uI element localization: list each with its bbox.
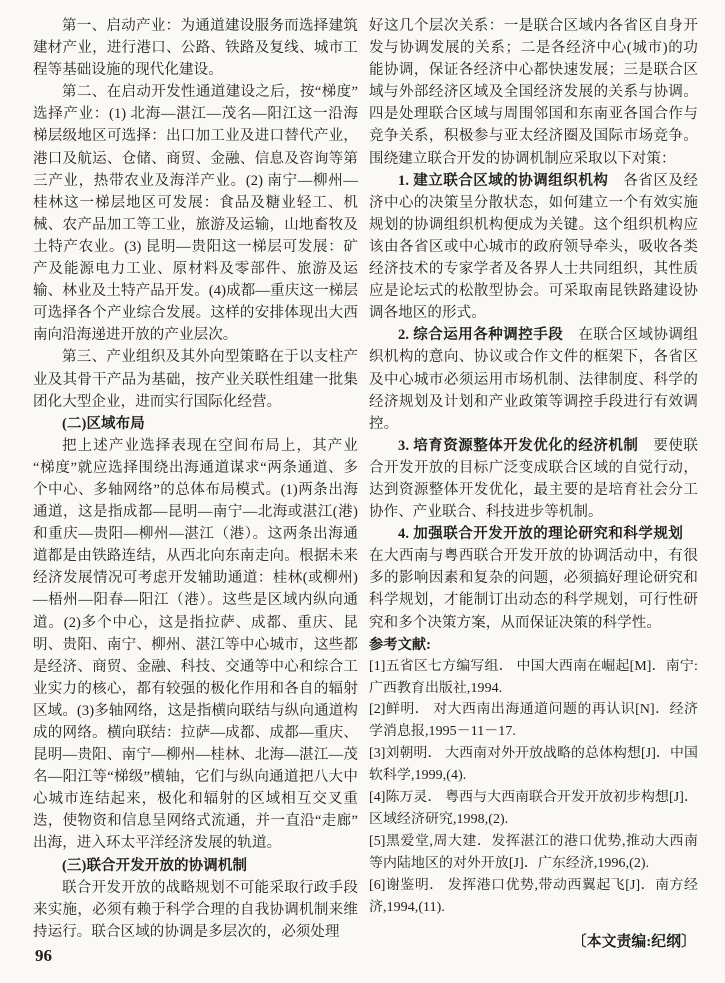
left-column [33, 15, 358, 943]
reference-1: [1]五省区七方编写组． 中国大西南在崛起[M]．南宁:广西教育出版社,1994. [369, 658, 698, 696]
page-number: 96 [35, 946, 52, 965]
paragraph-industry-first: 第一、启动产业：为通道建设服务而选择建筑建材产业，进行港口、公路、铁路及复线、城市工程等基础设施的现代化建设。 [33, 18, 358, 79]
numbered-item-2-body: 在联合区域协调组织机构的意向、协议或合作文件的框架下，各省区及中心城市必须运用市场机制、法律制度、科学的经济规划及计划和产业政策等调控手段进行有效调控。 [369, 327, 698, 432]
reference-5: [5]黑爱堂,周大建．发挥湛江的港口优势,推动大西南等内陆地区的对外开放[J]．广东经济,1996,(2). [369, 833, 698, 871]
numbered-item-2 [369, 324, 698, 434]
right-column [369, 15, 698, 953]
numbered-item-4-body: 在大西南与粤西联合开发开放的协调活动中，有很多的影响因素和复杂的问题，必须搞好理论研究和科学规划，才能制订出动态的科学规划，可行性研究和多个决策方案，从而保证决策的科学性。 [369, 526, 698, 631]
editor-note: 〔本文责编:纪纲〕 [571, 933, 696, 950]
reference-4: [4]陈万灵． 粤西与大西南联合开发开放初步构想[J]．区域经济研究,1998,(2). [369, 790, 698, 827]
references-heading: 参考文献: [369, 636, 431, 653]
reference-2: [2]鲜明． 对大西南出海通道问题的再认识[N]．经济学消息报,1995－11－17. [369, 702, 698, 740]
paragraph-regional-layout: 把上述产业选择表现在空间布局上，其产业“梯度”就应选择围绕出海通道谋求“两条通道、多个中心、多轴网络”的总体布局模式。(1)两条出海通道，这是指成都—昆明—南宁—北海或湛江(港)和重庆—贵阳—柳州—湛江（港）。这两条出海通道都是由铁路连结，从西北向东南走向。根据未来经济发展情况可考虑开发辅助通道：桂林(或柳州)—梧州—阳春—阳江（港）。这些是区域内纵向通道。(2)多个中心，这是指拉萨、成都、重庆、昆明、贵阳、南宁、柳州、湛江等中心城市，这些都是经济、商贸、金融、科技、交通等中心和综合工业实力的核心，都有较强的极化作用和各自的辐射区域。(3)多轴网络，这是指横向联结与纵向通道构成的网络。横向联结：拉萨—成都、成都—重庆、昆明—贵阳、南宁—柳州—桂林、北海—湛江—茂名—阳江等“梯级”横轴，它们与纵向通道把八大中心城市连结起来，极化和辐射的区域相互交叉重迭，使物资和信息呈网络式流通，并一直沿“走廊”出海，进入环太平洋经济发展的轨道。 [33, 437, 358, 852]
numbered-item-3-title: 3. 培育资源整体开发优化的经济机制 [398, 437, 639, 454]
numbered-item-3-body: 要使联合开发开放的目标广泛变成联合区域的自觉行动，达到资源整体开发优化，最主要的是培育社会分工协作、产业联合、科技进步等机制。 [369, 437, 698, 521]
numbered-item-4-title: 4. 加强联合开发开放的理论研究和科学规划 [398, 526, 684, 543]
reference-3: [3]刘朝明． 大西南对外开放战略的总体构想[J]．中国软科学,1999,(4). [369, 746, 698, 784]
paragraph-coordination-continued: 好这几个层次关系：一是联合区域内各省区自身开发与协调发展的关系；二是各经济中心(城市)的功能协调，保证各经济中心都快速发展；三是联合区域与外部经济区域及全国经济发展的关系与协调。四是处理联合区域与周围邻国和东南亚各国合作与竞争关系，积极参与亚太经济圈及国际市场竞争。围绕建立联合开发的协调机制应采取以下对策： [369, 18, 698, 167]
numbered-item-4 [369, 523, 698, 633]
paragraph-industry-third: 第三、产业组织及其外向型策略在于以支柱产业及其骨干产品为基础，按产业关联性组建一批集团化大型企业，进而实行国际化经营。 [33, 349, 358, 410]
section-heading-coordination-mechanism: (三)联合开发开放的协调机制 [62, 857, 248, 874]
numbered-item-1-title: 1. 建立联合区域的协调组织机构 [398, 172, 609, 189]
numbered-item-2-title: 2. 综合运用各种调控手段 [398, 327, 564, 344]
numbered-item-1 [369, 170, 698, 325]
paragraph-industry-second: 第二、在启动开发性通道建设之后，按“梯度”选择产业：(1) 北海—湛江—茂名—阳江这一沿海梯层级地区可选择：出口加工业及进口替代产业，港口及航运、仓储、商贸、金融、信息及咨询等第三产业，热带农业及海洋产业。(2) 南宁—柳州—桂林这一梯层地区可发展：食品及糖业轻工、机械、农产品加工等工业，旅游及运输，山地畜牧及土特产农业。(3) 昆明—贵阳这一梯层可发展：矿产及能源电力工业、原材料及零部件、旅游及运输、林业及土特产品开发。(4)成都—重庆这一梯层可选择各个产业综合发展。这样的安排体现出大西南向沿海递进开放的产业层次。 [33, 84, 358, 344]
numbered-item-1-body: 各省区及经济中心的决策呈分散状态，如何建立一个有效实施规划的协调组织机构便成为关键。这个组织机构应该由各省区或中心城市的政府领导牵头，吸收各类经济技术的专家学者及各界人士共同组织，其性质应是论坛式的松散型协会。可采取南昆铁路建设协调各地区的形式。 [369, 172, 698, 322]
paragraph-coordination-intro: 联合开发开放的战略规划不可能采取行政手段来实施，必须有赖于科学合理的自我协调机制来维持运行。联合区域的协调是多层次的，必须处理 [33, 879, 358, 940]
numbered-item-3 [369, 435, 698, 523]
reference-6: [6]谢鉴明． 发挥港口优势,带动西翼起飞[J]．南方经济,1994,(11). [369, 877, 698, 915]
section-heading-regional-layout: (二)区域布局 [62, 415, 145, 432]
